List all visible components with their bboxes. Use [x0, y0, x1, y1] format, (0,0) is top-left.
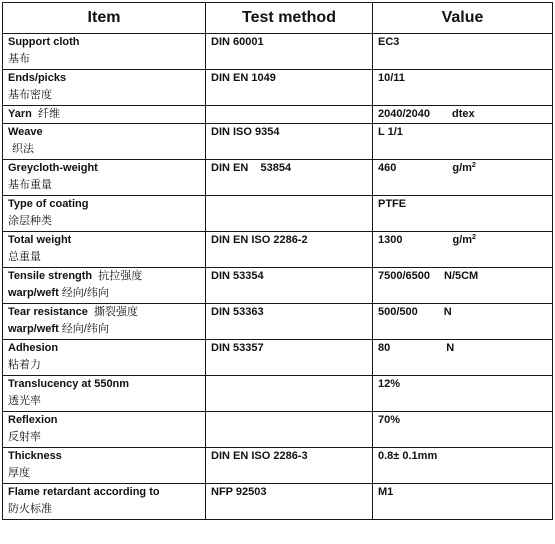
method-cell: DIN EN 1049 [206, 70, 373, 106]
item-cell [3, 70, 206, 106]
table-row [3, 124, 553, 160]
value-text: 10/11 [378, 72, 405, 84]
item-cell [3, 232, 206, 268]
method-cell: DIN ISO 9354 [206, 124, 373, 160]
value-cell [373, 106, 553, 124]
table-row [3, 70, 553, 106]
value-text: 70% [378, 414, 401, 426]
method-cell [206, 412, 373, 448]
method-cell: DIN EN ISO 2286-2 [206, 232, 373, 268]
item-cell [3, 304, 206, 340]
item-name: Yarn [8, 108, 32, 120]
table-row [3, 448, 553, 484]
item-name: Reflexion [8, 414, 58, 426]
value-unit: N [446, 342, 455, 354]
value-cell [373, 232, 553, 268]
method-header: Test method [206, 3, 373, 34]
item-subname-zh: 经向/纬向 [61, 287, 109, 299]
value-unit: $g/m^2$ [452, 234, 476, 246]
value-unit: N [443, 306, 452, 318]
item-name-zh: 透光率 [8, 395, 41, 407]
value-text: 12% [378, 378, 401, 390]
item-name: Translucency at 550nm [8, 378, 130, 390]
item-name: Tear resistance 撕裂强度 [8, 306, 139, 318]
value-cell [373, 304, 553, 340]
item-name-zh: 总重量 [8, 251, 41, 263]
item-cell [3, 268, 206, 304]
value-text: 460 [378, 162, 397, 174]
item-name: Weave [8, 126, 43, 138]
value-cell [373, 196, 553, 232]
item-cell [3, 160, 206, 196]
unit-exponent: 2 [472, 234, 476, 241]
item-name-zh: 基布密度 [8, 89, 52, 101]
item-subname: warp/weft 经向/纬向 [8, 287, 109, 299]
item-name: Flame retardant according to [8, 486, 160, 498]
method-cell: DIN 53357 [206, 340, 373, 376]
item-name: Thickness [8, 450, 62, 462]
value-cell [373, 160, 553, 196]
value-unit: $g/m^2$ [452, 162, 476, 174]
value-text: M1 [378, 486, 394, 498]
item-name-zh: 基布重量 [8, 179, 52, 191]
value-header: Value [373, 3, 553, 34]
table-row [3, 340, 553, 376]
item-name-zh: 粘着力 [8, 359, 41, 371]
item-cell [3, 34, 206, 70]
method-cell [206, 196, 373, 232]
value-cell [373, 124, 553, 160]
item-cell [3, 106, 206, 124]
method-cell: DIN 60001 [206, 34, 373, 70]
table-row [3, 484, 553, 520]
value-text: 0.8± 0.1mm [378, 450, 438, 462]
value-text: PTFE [378, 198, 407, 210]
item-subname-zh: 经向/纬向 [61, 323, 109, 335]
method-cell: DIN EN 53854 [206, 160, 373, 196]
value-unit: dtex [452, 108, 475, 120]
table-row [3, 412, 553, 448]
table-row [3, 160, 553, 196]
item-cell [3, 124, 206, 160]
value-cell [373, 412, 553, 448]
item-name: Tensile strength 抗拉强度 [8, 270, 143, 282]
item-name-zh: 抗拉强度 [98, 270, 143, 282]
header-row [3, 3, 553, 34]
item-name: Ends/picks [8, 72, 67, 84]
item-name: Support cloth [8, 36, 80, 48]
value-cell [373, 70, 553, 106]
item-name-zh: 基布 [8, 53, 30, 65]
item-name: Total weight [8, 234, 72, 246]
item-cell [3, 412, 206, 448]
value-cell [373, 376, 553, 412]
method-cell: NFP 92503 [206, 484, 373, 520]
item-cell [3, 340, 206, 376]
table-row [3, 106, 553, 124]
item-header: Item [3, 3, 206, 34]
table-row [3, 376, 553, 412]
value-text: EC3 [378, 36, 400, 48]
value-cell [373, 448, 553, 484]
item-name-zh: 厚度 [8, 467, 30, 479]
item-cell [3, 448, 206, 484]
item-name: Adhesion [8, 342, 59, 354]
item-cell [3, 484, 206, 520]
value-cell [373, 484, 553, 520]
table-row [3, 268, 553, 304]
item-cell [3, 196, 206, 232]
item-name-zh: 织法 [12, 143, 34, 155]
table-row [3, 232, 553, 268]
value-text: 1300 [378, 234, 403, 246]
item-name-zh: 反射率 [8, 431, 41, 443]
item-name-zh: 防火标准 [8, 503, 52, 515]
value-unit: N/5CM [444, 270, 479, 282]
item-name: Greycloth-weight [8, 162, 98, 174]
method-cell: DIN 53354 [206, 268, 373, 304]
value-cell [373, 268, 553, 304]
value-text: 500/500 [378, 306, 418, 318]
spec-table [2, 2, 553, 520]
item-subname: warp/weft 经向/纬向 [8, 323, 109, 335]
unit-exponent: 2 [471, 162, 476, 169]
table-row [3, 196, 553, 232]
value-cell [373, 340, 553, 376]
value-text: 80 [378, 342, 391, 354]
value-text: 2040/2040 [378, 108, 430, 120]
value-text: 7500/6500 [378, 270, 430, 282]
method-cell [206, 106, 373, 124]
table-row [3, 304, 553, 340]
value-cell [373, 34, 553, 70]
table-row [3, 34, 553, 70]
item-name-zh: 涂层种类 [8, 215, 52, 227]
method-cell: DIN 53363 [206, 304, 373, 340]
value-text: L 1/1 [378, 126, 403, 138]
item-name-zh: 纤维 [37, 108, 60, 120]
item-name-zh: 撕裂强度 [94, 306, 139, 318]
method-cell [206, 376, 373, 412]
item-cell [3, 376, 206, 412]
item-name: Type of coating [8, 198, 89, 210]
method-cell: DIN EN ISO 2286-3 [206, 448, 373, 484]
